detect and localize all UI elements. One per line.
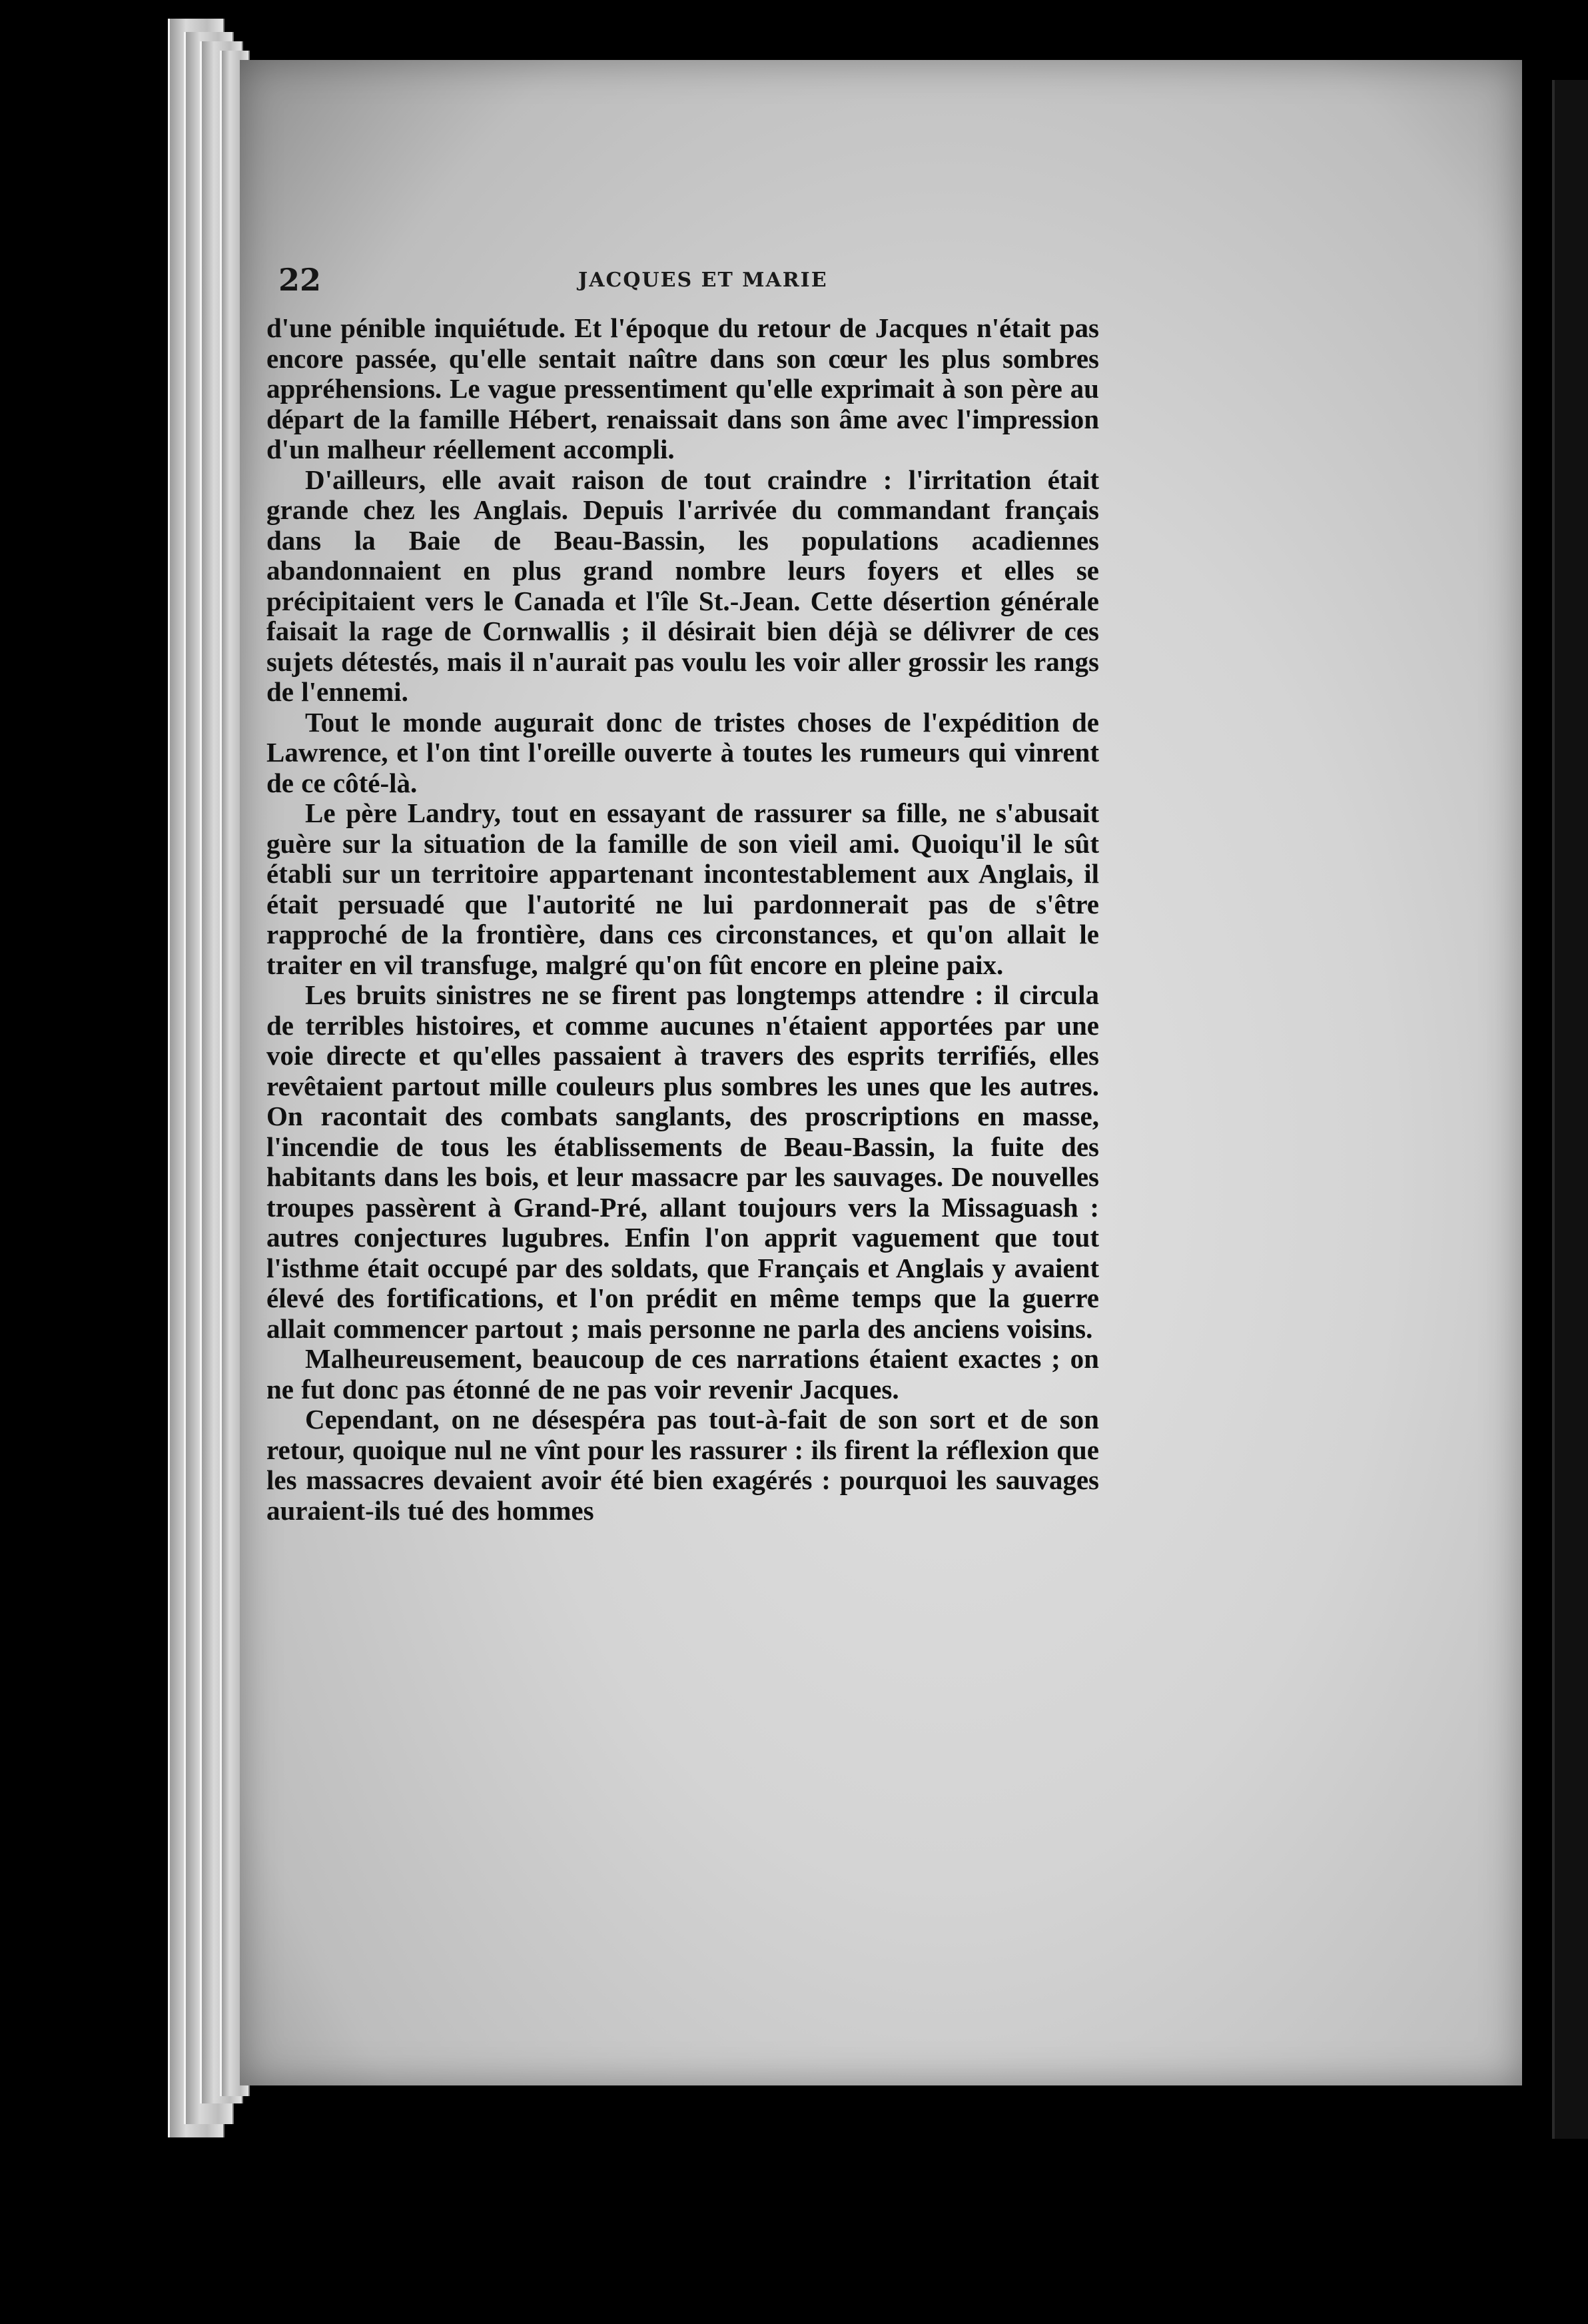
paragraph: Les bruits sinistres ne se firent pas longtemps attendre : il circula de terribles histoires, et comme aucunes n'étaient apportées par une voie directe et qu'elles passaient à travers des esprits terrifiés, elles revêtaient partout mille couleurs plus sombres les unes que les autres. On racontait des combats sanglants, des proscriptions en masse, l'incendie de tous les établissements de Beau-Bassin, la fuite des habitants dans les bois, et leur massacre par les sauvages. De nouvelles troupes passèrent à Grand-Pré, allant toujours vers la Missaguash : autres conjectures lugubres. Enfin l'on apprit vaguement que tout l'isthme était occupé par des soldats, que Français et Anglais y avaient élevé des fortifications, et l'on prédit en même temps que la guerre allait commencer partout ; mais personne ne parla des anciens voisins. (266, 979, 1099, 1344)
paragraph: Malheureusement, beaucoup de ces narrations étaient exactes ; on ne fut donc pas étonné de ne pas voir revenir Jacques. (266, 1343, 1099, 1405)
page-number: 22 (278, 262, 322, 298)
running-head: JACQUES ET MARIE (578, 269, 828, 292)
paragraph: Le père Landry, tout en essayant de rassurer sa fille, ne s'abusait guère sur la situation de la famille de son vieil ami. Quoiqu'il le sût établi sur un territoire appartenant incontestablement aux Anglais, il était persuadé que l'autorité ne lui pardonnerait pas de s'être rapproché de la frontière, dans ces circonstances, et qu'on allait le traiter en vil transfuge, malgré qu'on fût encore en pleine paix. (266, 798, 1099, 980)
paragraph: D'ailleurs, elle avait raison de tout craindre : l'irritation était grande chez les Anglais. Depuis l'arrivée du commandant français dans la Baie de Beau-Bassin, les populations acadiennes abandonnaient en plus grand nombre leurs foyers et elles se précipitaient vers le Canada et l'île St.-Jean. Cette désertion générale faisait la rage de Cornwallis ; il désirait bien déjà se délivrer de ces sujets détestés, mais il n'aurait pas voulu les voir aller grossir les rangs de l'ennemi. (266, 464, 1099, 707)
paragraph: d'une pénible inquiétude. Et l'époque du retour de Jacques n'était pas encore passée, qu'elle sentait naître dans son cœur les plus sombres appréhensions. Le vague pressentiment qu'elle exprimait à son père au départ de la famille Hébert, renaissait dans son âme avec l'impression d'un malheur réellement accompli. (266, 312, 1099, 464)
body-text (266, 313, 1099, 1526)
paragraph: Tout le monde augurait donc de tristes choses de l'expédition de Lawrence, et l'on tint l'oreille ouverte à toutes les rumeurs qui vinrent de ce côté-là. (266, 706, 1099, 798)
paragraph: Cependant, on ne désespéra pas tout-à-fait de son sort et de son retour, quoique nul ne vînt pour les rassurer : ils firent la réflexion que les massacres devaient avoir été bien exagérés : pourquoi les sauvages auraient-ils tué des hommes (266, 1404, 1099, 1526)
book-binding-edge (1552, 80, 1588, 2139)
page-header (278, 262, 1084, 315)
